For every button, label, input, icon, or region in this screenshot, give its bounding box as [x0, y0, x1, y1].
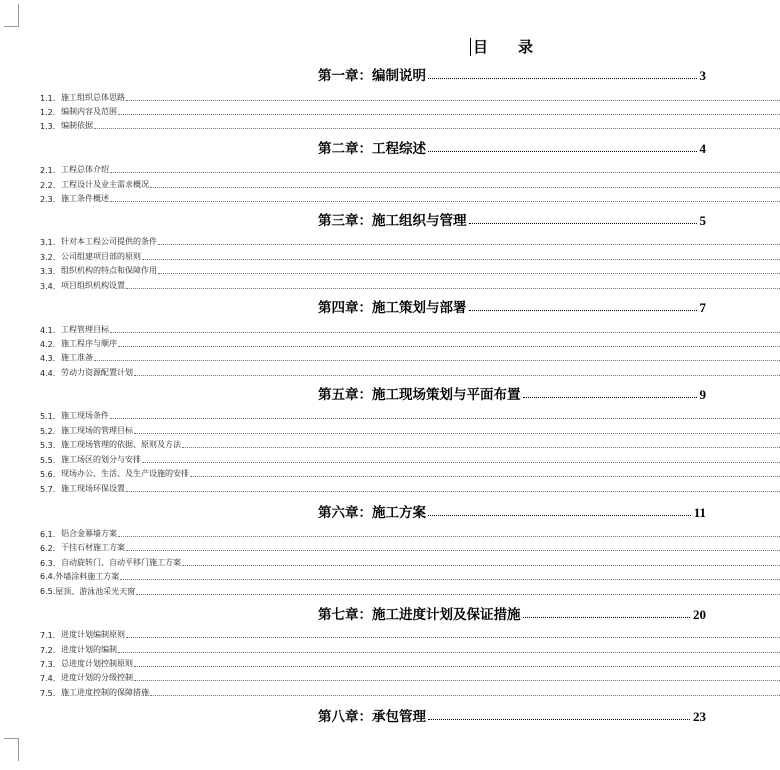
section-number: 7.4.: [40, 674, 56, 683]
dot-leader: [120, 579, 780, 580]
section-number: 2.2.: [40, 181, 56, 190]
toc-chapter-entry[interactable]: [318, 137, 706, 157]
dot-leader: [134, 433, 780, 434]
section-title: 施工程序与顺序: [61, 339, 117, 348]
section-number: 5.7.: [40, 485, 56, 494]
dot-leader: [110, 418, 780, 419]
section-title: 项目组织机构设置: [61, 281, 125, 290]
dot-leader: [110, 172, 780, 173]
dot-leader: [469, 310, 697, 311]
section-number: 3.2.: [40, 253, 56, 262]
chapter-title: 第二章：工程综述: [318, 141, 426, 157]
dot-leader: [150, 187, 780, 188]
dot-leader: [118, 114, 780, 115]
section-number: 4.2.: [40, 340, 56, 349]
toc-section-entry[interactable]: [40, 365, 780, 378]
section-title: 施工组织总体思路: [61, 93, 125, 102]
toc-section-entry[interactable]: [40, 118, 780, 131]
toc-section-entry[interactable]: [40, 642, 780, 655]
chapter-title: 第六章：施工方案: [318, 505, 426, 521]
section-title: 施工条件概述: [61, 194, 109, 203]
dot-leader: [182, 447, 780, 448]
crop-mark-bottom-left: [4, 738, 19, 761]
chapter-title: 第七章：施工进度计划及保证措施: [318, 607, 521, 623]
toc-section-entry[interactable]: [40, 437, 780, 450]
section-number: 6.3.: [40, 559, 56, 568]
dot-leader: [126, 100, 780, 101]
chapter-page-number: 11: [693, 505, 706, 520]
toc-section-entry[interactable]: [40, 540, 780, 553]
dot-leader: [136, 594, 780, 595]
chapter-page-number: 23: [693, 709, 706, 724]
dot-leader: [142, 462, 780, 463]
section-number: 7.3.: [40, 660, 56, 669]
chapter-title: 第三章：施工组织与管理: [318, 213, 467, 229]
section-number: 5.2.: [40, 427, 56, 436]
section-number: 5.3.: [40, 441, 56, 450]
dot-leader: [142, 259, 780, 260]
section-number: 1.1.: [40, 94, 56, 103]
dot-leader: [118, 536, 780, 537]
toc-section-entry[interactable]: [40, 481, 780, 494]
section-title: 铝合金幕墙方案: [61, 529, 117, 538]
toc-section-entry[interactable]: [40, 408, 780, 421]
section-title: 现场办公、生活、及生产设施的安排: [61, 469, 189, 478]
section-title: 进度计划编制原则: [61, 630, 125, 639]
chapter-title: 第八章：承包管理: [318, 709, 426, 725]
toc-section-entry[interactable]: [40, 336, 780, 349]
section-title: 劳动力资源配置计划: [61, 368, 133, 377]
toc-chapter-entry[interactable]: [318, 383, 706, 403]
dot-leader: [428, 151, 697, 152]
section-number: 2.1.: [40, 166, 56, 175]
dot-leader: [126, 550, 780, 551]
section-number: 3.4.: [40, 282, 56, 291]
section-title: 总进度计划控制原则: [61, 659, 133, 668]
chapter-page-number: 9: [699, 387, 706, 402]
dot-leader: [469, 223, 697, 224]
toc-title: [470, 36, 533, 57]
chapter-title: 第四章：施工策划与部署: [318, 300, 467, 316]
toc-section-entry[interactable]: [40, 350, 780, 363]
toc-section-entry[interactable]: [40, 234, 780, 247]
chapter-page-number: 7: [699, 300, 706, 315]
dot-leader: [158, 244, 780, 245]
chapter-page-number: 3: [699, 68, 706, 83]
toc-chapter-entry[interactable]: [318, 296, 706, 316]
toc-section-entry[interactable]: [40, 526, 780, 539]
dot-leader: [523, 397, 697, 398]
toc-section-entry[interactable]: [40, 466, 780, 479]
section-title: 施工准备: [61, 353, 93, 362]
toc-section-entry[interactable]: [40, 670, 780, 683]
section-number: 6.2.: [40, 544, 56, 553]
toc-section-entry[interactable]: [40, 627, 780, 640]
section-title: 施工现场管理的依据、原则及方法: [61, 440, 181, 449]
section-title: 施工现场条件: [61, 411, 109, 420]
dot-leader: [523, 617, 691, 618]
section-title: 编制依据: [61, 121, 93, 130]
toc-section-entry[interactable]: [40, 685, 780, 698]
toc-chapter-entry[interactable]: [318, 705, 706, 725]
section-number: 6.1.: [40, 530, 56, 539]
dot-leader: [134, 666, 780, 667]
section-number: 1.3.: [40, 122, 56, 131]
section-title: 施工场区的划分与安排: [61, 455, 141, 464]
section-title: 6.4.外墙涂料施工方案: [40, 572, 120, 581]
section-title: 施工现场环保设置: [61, 484, 125, 493]
section-number: 2.3.: [40, 195, 56, 204]
toc-section-entry[interactable]: [40, 191, 780, 204]
dot-leader: [126, 637, 780, 638]
toc-section-entry[interactable]: [40, 555, 780, 568]
dot-leader: [94, 128, 780, 129]
dot-leader: [182, 565, 780, 566]
dot-leader: [110, 201, 780, 202]
section-number: 7.2.: [40, 646, 56, 655]
toc-section-entry[interactable]: [40, 263, 780, 276]
toc-chapter-entry[interactable]: [318, 603, 706, 623]
section-number: 1.2.: [40, 108, 56, 117]
section-title: 6.5.屋顶、游泳池采光天窗: [40, 587, 136, 596]
chapter-page-number: 5: [699, 213, 706, 228]
toc-section-entry[interactable]: [40, 249, 780, 262]
toc-section-entry[interactable]: [40, 278, 780, 291]
section-number: 5.1.: [40, 412, 56, 421]
section-number: 3.1.: [40, 238, 56, 247]
section-title: 进度计划的编制: [61, 645, 117, 654]
section-number: 5.5.: [40, 456, 56, 465]
section-title: 组织机构的特点和保障作用: [61, 266, 157, 275]
section-number: 4.3.: [40, 354, 56, 363]
dot-leader: [428, 719, 690, 720]
toc-section-entry[interactable]: [40, 162, 780, 175]
toc-chapter-entry[interactable]: [318, 209, 706, 229]
section-title: 工程设计及业主需求概况: [61, 180, 149, 189]
toc-section-entry[interactable]: [40, 104, 780, 117]
section-title: 针对本工程公司提供的条件: [61, 237, 157, 246]
toc-section-entry[interactable]: [40, 584, 780, 597]
dot-leader: [94, 360, 780, 361]
dot-leader: [134, 375, 780, 376]
dot-leader: [190, 476, 780, 477]
section-number: 5.6.: [40, 470, 56, 479]
dot-leader: [428, 78, 697, 79]
section-title: 自动旋转门、自动平移门施工方案: [61, 558, 181, 567]
toc-section-entry[interactable]: [40, 90, 780, 103]
toc-chapter-entry[interactable]: [318, 64, 706, 84]
toc-section-entry[interactable]: [40, 177, 780, 190]
section-number: 4.1.: [40, 326, 56, 335]
section-number: 7.5.: [40, 689, 56, 698]
dot-leader: [134, 680, 780, 681]
toc-section-entry[interactable]: [40, 656, 780, 669]
section-title: 工程管理目标: [61, 325, 109, 334]
section-title: 工程总体介绍: [61, 165, 109, 174]
dot-leader: [110, 332, 780, 333]
dot-leader: [150, 695, 780, 696]
section-title: 公司组建项目部的原则: [61, 252, 141, 261]
section-title: 编制内容及范围: [61, 107, 117, 116]
toc-section-entry[interactable]: [40, 423, 780, 436]
dot-leader: [118, 346, 780, 347]
section-title: 进度计划的分级控制: [61, 673, 133, 682]
dot-leader: [428, 515, 691, 516]
chapter-title: 第五章：施工现场策划与平面布置: [318, 387, 521, 403]
dot-leader: [126, 288, 780, 289]
text-cursor: [470, 38, 471, 56]
crop-mark-top-left: [4, 4, 19, 27]
section-title: 施工现场的管理目标: [61, 426, 133, 435]
toc-chapter-entry[interactable]: [318, 501, 706, 521]
dot-leader: [158, 273, 780, 274]
chapter-title: 第一章：编制说明: [318, 68, 426, 84]
section-title: 干挂石材施工方案: [61, 543, 125, 552]
toc-section-entry[interactable]: [40, 569, 780, 582]
toc-title-text: 目 录: [473, 38, 534, 56]
section-title: 施工进度控制的保障措施: [61, 688, 149, 697]
dot-leader: [126, 491, 780, 492]
dot-leader: [118, 652, 780, 653]
chapter-page-number: 4: [699, 141, 706, 156]
section-number: 7.1.: [40, 631, 56, 640]
toc-section-entry[interactable]: [40, 322, 780, 335]
chapter-page-number: 20: [693, 607, 706, 622]
toc-section-entry[interactable]: [40, 452, 780, 465]
section-number: 3.3.: [40, 267, 56, 276]
section-number: 4.4.: [40, 369, 56, 378]
